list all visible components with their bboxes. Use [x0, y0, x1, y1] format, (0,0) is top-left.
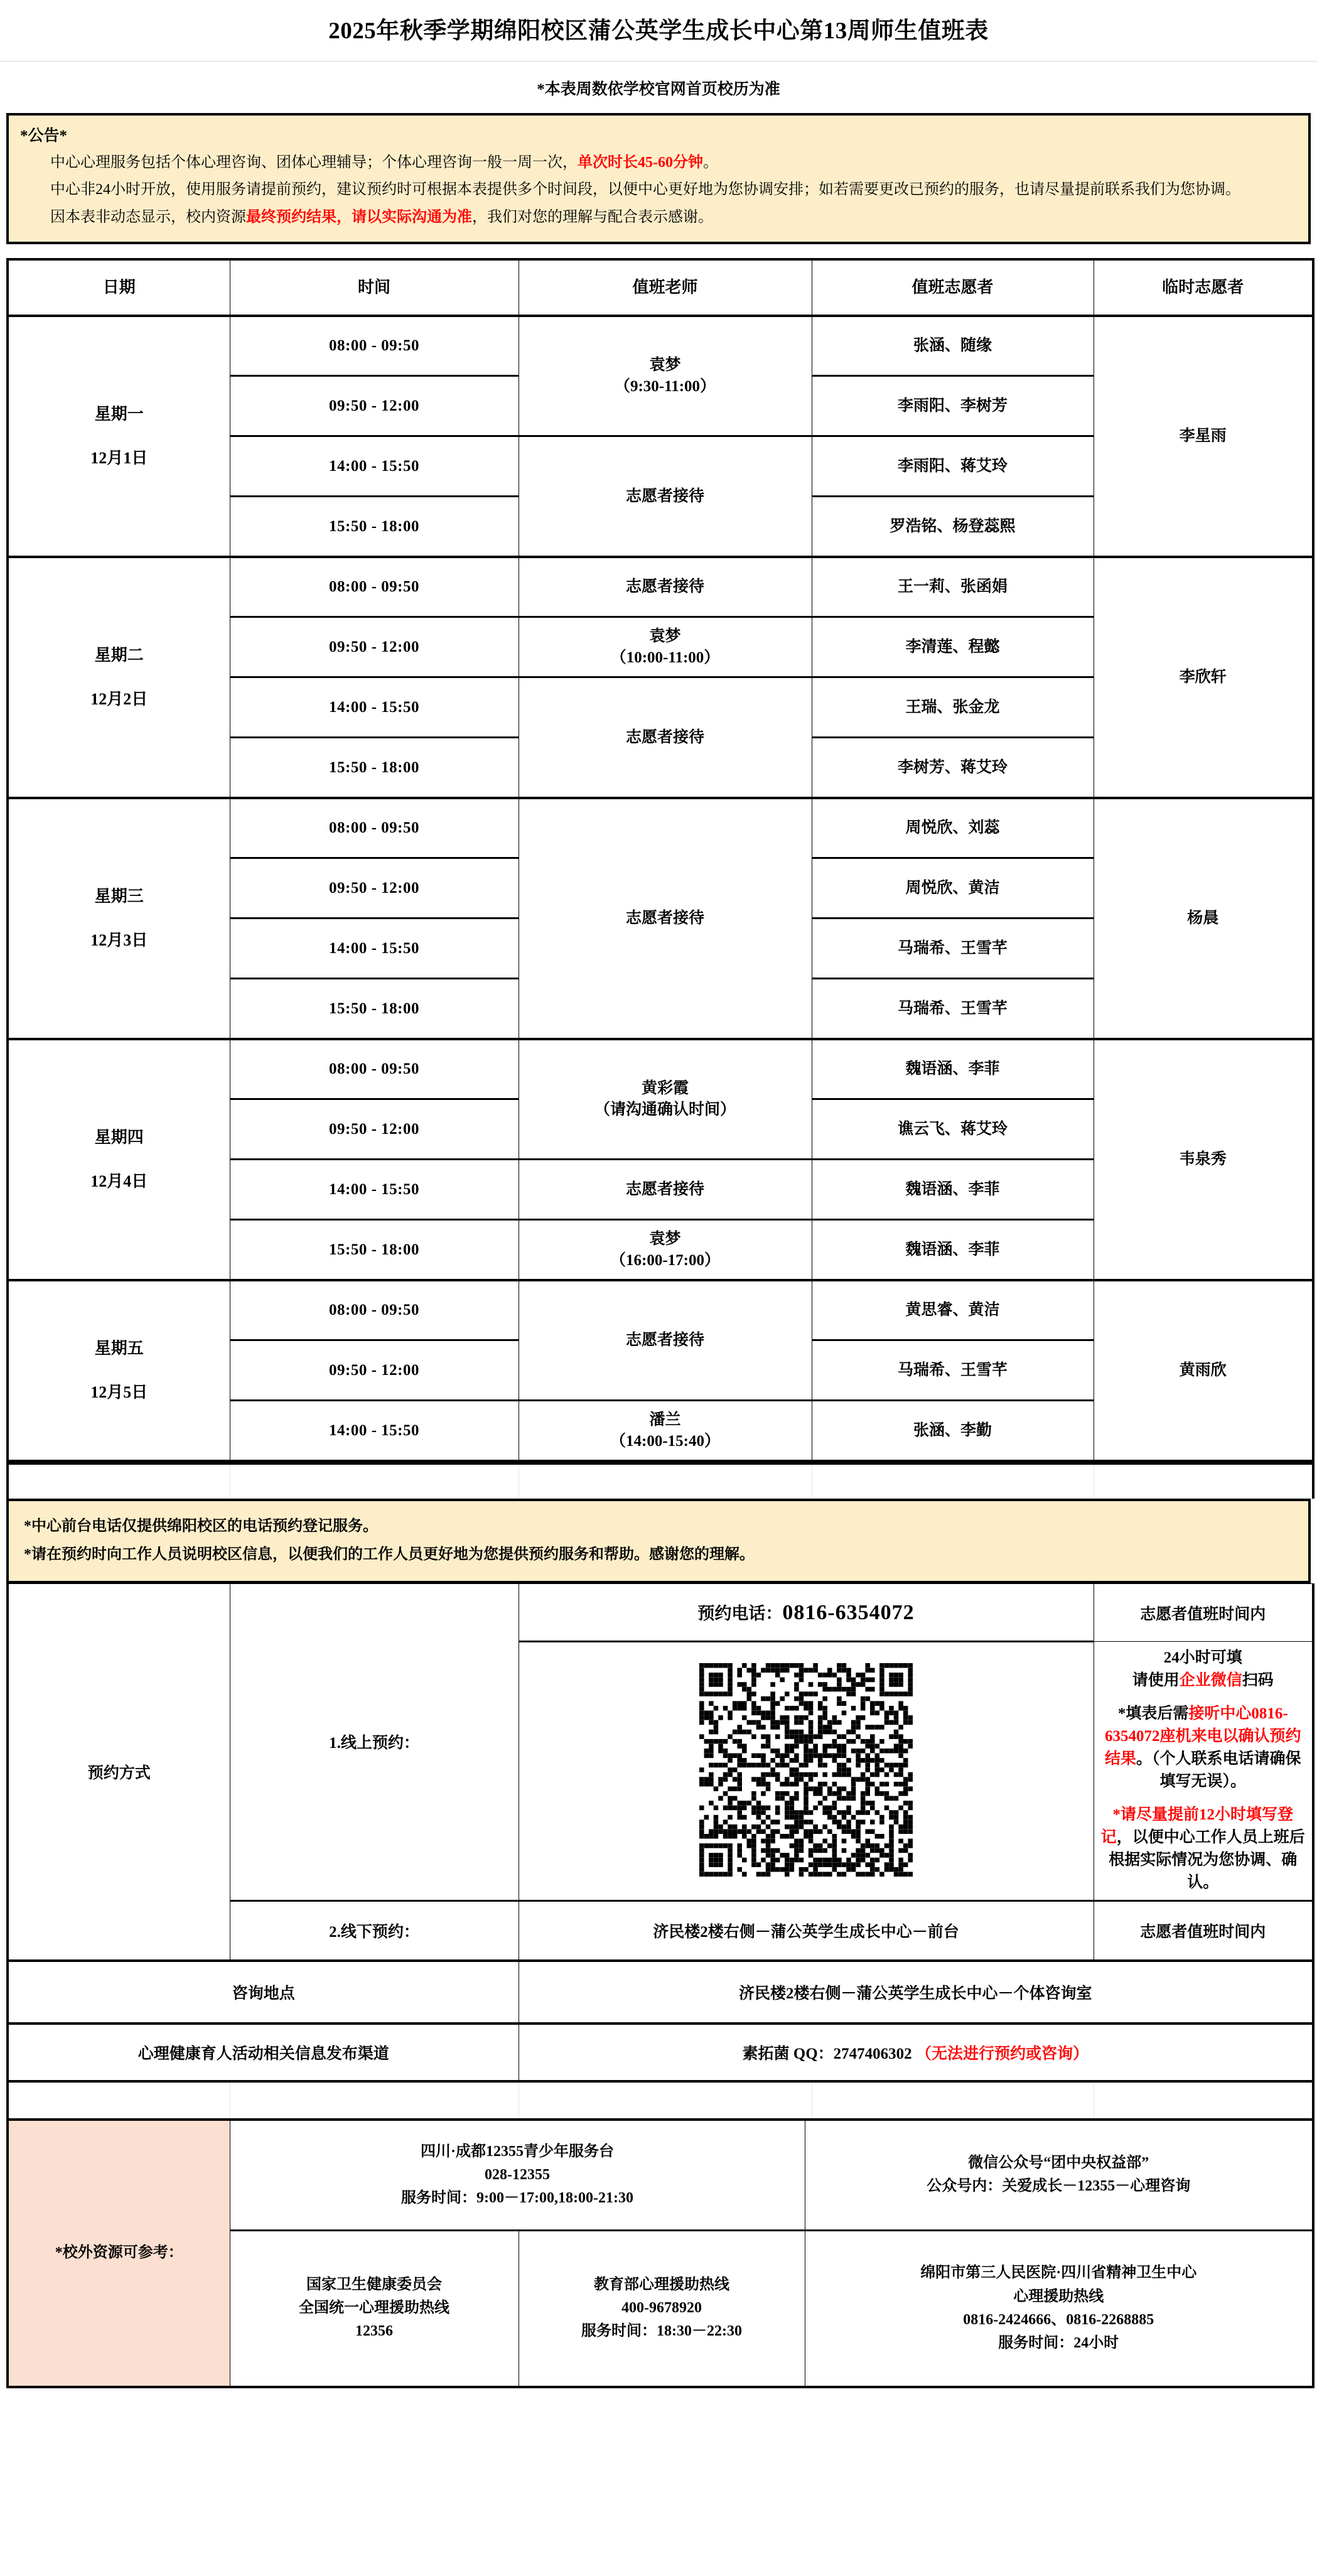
- announce-p3-red: 最终预约结果，请以实际沟通为准: [246, 208, 472, 225]
- schedule-time-cell: 09:50 - 12:00: [230, 376, 519, 436]
- schedule-volunteer-cell: 谯云飞、蒋艾玲: [812, 1099, 1094, 1160]
- announcement-paragraph-3: [20, 202, 1292, 229]
- consult-location-value: 济民楼2楼右侧－蒲公英学生成长中心－个体咨询室: [519, 1961, 1313, 2024]
- col-header-teacher: 值班老师: [519, 259, 812, 316]
- schedule-volunteer-cell: 周悦欣、黄洁: [812, 858, 1094, 919]
- teacher-time-note: （14:00-15:40）: [610, 1432, 720, 1450]
- qr-scan-note: [1100, 1669, 1306, 1692]
- qr-note1-b: 。（个人联系电话请确保填写无误）。: [1136, 1750, 1301, 1791]
- col-header-time: 时间: [230, 259, 519, 316]
- front-desk-notice-box: [6, 1499, 1311, 1583]
- schedule-volunteer-cell: 李雨阳、李树芳: [812, 376, 1094, 436]
- external-item-wechat: [805, 2120, 1313, 2230]
- schedule-time-cell: 14:00 - 15:50: [230, 1401, 519, 1461]
- schedule-time-cell: 15:50 - 18:00: [230, 738, 519, 798]
- page-subtitle: *本表周数依学校官网首页校历为准: [537, 80, 780, 98]
- schedule-row: [8, 316, 1313, 376]
- qr-note1-a: *填表后需: [1117, 1705, 1189, 1722]
- schedule-date: 12月2日: [90, 690, 148, 709]
- schedule-volunteer-cell: 马瑞希、王雪芊: [812, 919, 1094, 979]
- teacher-time-note: （10:00-11:00）: [610, 649, 720, 666]
- schedule-row: [8, 1280, 1313, 1340]
- announce-p1-red: 单次时长45-60分钟: [578, 154, 703, 171]
- qr-code-image[interactable]: [699, 1663, 913, 1877]
- ext-0-line1: 四川·成都12355青少年服务台: [420, 2143, 614, 2160]
- schedule-table: [6, 258, 1314, 1462]
- announce-p3-a: 因本表非动态显示，校内资源: [50, 208, 246, 225]
- ext-2-line3: 12356: [355, 2323, 393, 2340]
- schedule-volunteer-cell: 周悦欣、刘蕊: [812, 798, 1094, 858]
- schedule-date-cell: [8, 798, 230, 1039]
- page-title: 2025年秋季学期绵阳校区蒲公英学生成长中心第13周师生值班表: [328, 18, 989, 44]
- schedule-volunteer-cell: 张涵、随缘: [812, 316, 1094, 376]
- schedule-time-cell: 15:50 - 18:00: [230, 979, 519, 1039]
- teacher-name: 潘兰: [649, 1411, 681, 1428]
- teacher-name: 黄彩霞: [641, 1080, 689, 1097]
- schedule-row: [8, 557, 1313, 617]
- notice-line-2: *请在预约时向工作人员说明校区信息，以便我们的工作人员更好地为您提供预约服务和帮助。感谢您的理解。: [24, 1546, 755, 1563]
- phone-number: 0816-6354072: [782, 1601, 915, 1625]
- spacer-cell: [812, 1463, 1094, 1499]
- schedule-header-row: [8, 259, 1313, 316]
- external-item-hospital: [805, 2230, 1313, 2387]
- channel-value-cell: [519, 2024, 1313, 2081]
- offline-booking-label: 2.线下预约：: [230, 1900, 519, 1961]
- notice-line-1: *中心前台电话仅提供绵阳校区的电话预约登记服务。: [24, 1518, 378, 1535]
- teacher-name: 志愿者接待: [625, 1180, 704, 1198]
- ext-3-line2: 400-9678920: [621, 2300, 702, 2317]
- schedule-teacher-cell: [519, 1220, 812, 1280]
- schedule-time-cell: 15:50 - 18:00: [230, 497, 519, 557]
- announce-p3-b: ，我们对您的理解与配合表示感谢。: [472, 208, 713, 225]
- qr-note2-red: *请尽量提前12小时填写登记: [1100, 1806, 1293, 1846]
- schedule-teacher-cell: [519, 557, 812, 617]
- title-section: [0, 0, 1317, 62]
- external-item-moe: [519, 2230, 805, 2387]
- spacer-cell: [230, 1463, 519, 1499]
- schedule-teacher-cell: [519, 1160, 812, 1220]
- ext-4-line2: 心理援助热线: [1013, 2288, 1104, 2305]
- schedule-date-cell: [8, 316, 230, 557]
- channel-row: [8, 2024, 1313, 2081]
- schedule-spacer: [6, 1462, 1314, 1499]
- consult-location-row: [8, 1961, 1313, 2024]
- external-resources-label: *校外资源可参考：: [8, 2120, 230, 2387]
- schedule-weekday: 星期一: [94, 405, 144, 424]
- col-header-temp-volunteer: 临时志愿者: [1094, 259, 1313, 316]
- qr-callback-note: [1100, 1703, 1306, 1794]
- schedule-time-cell: 08:00 - 09:50: [230, 1280, 519, 1340]
- schedule-time-cell: 08:00 - 09:50: [230, 798, 519, 858]
- schedule-teacher-cell: [519, 798, 812, 1039]
- qr-scan-b: 扫码: [1242, 1672, 1274, 1689]
- teacher-name: 志愿者接待: [625, 578, 704, 596]
- schedule-teacher-cell: [519, 1039, 812, 1160]
- teacher-time-note: （9:30-11:00）: [614, 378, 716, 395]
- qr-code-wrapper: [525, 1657, 1087, 1885]
- announcement-paragraph-1: [20, 148, 1292, 175]
- ext-2-line1: 国家卫生健康委员会: [306, 2277, 442, 2293]
- schedule-time-cell: 14:00 - 15:50: [230, 436, 519, 497]
- schedule-volunteer-cell: 李清莲、程懿: [812, 617, 1094, 677]
- spacer-cell: [519, 1463, 812, 1499]
- schedule-date: 12月4日: [90, 1172, 148, 1191]
- external-item-nhc: [230, 2230, 519, 2387]
- schedule-time-cell: 09:50 - 12:00: [230, 858, 519, 919]
- schedule-volunteer-cell: 黄思睿、黄洁: [812, 1280, 1094, 1340]
- announce-p1-a: 中心心理服务包括个体心理咨询、团体心理辅导；个体心理咨询一般一周一次，: [50, 154, 578, 171]
- external-resources-table: [6, 2118, 1314, 2388]
- schedule-row: [8, 1039, 1313, 1099]
- schedule-time-cell: 15:50 - 18:00: [230, 1220, 519, 1280]
- schedule-teacher-cell: [519, 617, 812, 677]
- teacher-name: 志愿者接待: [625, 909, 704, 927]
- schedule-volunteer-cell: 罗浩铭、杨登蕊熙: [812, 497, 1094, 557]
- ext-2-line2: 全国统一心理援助热线: [299, 2300, 449, 2317]
- phone-prefix-label: 预约电话：: [697, 1604, 783, 1624]
- announcement-box: [6, 113, 1311, 244]
- teacher-time-note: （16:00-17:00）: [610, 1251, 720, 1269]
- phone-hours: 志愿者值班时间内: [1094, 1584, 1313, 1642]
- offline-hours: 志愿者值班时间内: [1094, 1900, 1313, 1961]
- booking-table: [6, 1583, 1314, 2083]
- schedule-time-cell: 14:00 - 15:50: [230, 919, 519, 979]
- ext-0-line2: 028-12355: [485, 2166, 550, 2183]
- subtitle-section: [0, 62, 1317, 113]
- qr-advance-note: [1100, 1804, 1306, 1895]
- schedule-volunteer-cell: 张涵、李勤: [812, 1401, 1094, 1461]
- channel-label: 心理健康育人活动相关信息发布渠道: [8, 2024, 519, 2081]
- qr-instructions-cell: [1094, 1642, 1313, 1901]
- booking-method-label: 预约方式: [8, 1584, 230, 1961]
- col-header-date: 日期: [8, 259, 230, 316]
- spacer-cell: [1094, 1463, 1313, 1499]
- bottom-spacer: [6, 2083, 1314, 2118]
- schedule-teacher-cell: [519, 316, 812, 436]
- spacer-cell: [8, 1463, 230, 1499]
- channel-qq: 素拓菌 QQ：2747406302: [742, 2045, 912, 2063]
- schedule-volunteer-cell: 马瑞希、王雪芊: [812, 979, 1094, 1039]
- schedule-volunteer-cell: 魏语涵、李菲: [812, 1039, 1094, 1099]
- schedule-temp-volunteer-cell: 李星雨: [1094, 316, 1313, 557]
- qr-scan-a: 请使用: [1132, 1672, 1180, 1689]
- announcement-heading: *公告*: [20, 127, 68, 144]
- teacher-name: 袁梦: [649, 628, 681, 645]
- external-item-12355: [230, 2120, 805, 2230]
- schedule-temp-volunteer-cell: 李欣轩: [1094, 557, 1313, 798]
- ext-4-line1: 绵阳市第三人民医院·四川省精神卫生中心: [920, 2265, 1197, 2282]
- schedule-weekday: 星期四: [94, 1128, 144, 1147]
- schedule-volunteer-cell: 李雨阳、蒋艾玲: [812, 436, 1094, 497]
- schedule-time-cell: 14:00 - 15:50: [230, 1160, 519, 1220]
- ext-3-line1: 教育部心理援助热线: [594, 2277, 729, 2293]
- qr-note1-red: 接听中心0816-6354072座机来电以确认预约结果: [1104, 1705, 1301, 1768]
- col-header-volunteer: 值班志愿者: [812, 259, 1094, 316]
- schedule-temp-volunteer-cell: 韦泉秀: [1094, 1039, 1313, 1280]
- ext-1-line2: 公众号内：关爱成长－12355－心理咨询: [927, 2178, 1191, 2195]
- qr-scan-app: 企业微信: [1179, 1672, 1242, 1689]
- teacher-name: 志愿者接待: [625, 1332, 704, 1349]
- schedule-date: 12月5日: [90, 1383, 148, 1402]
- booking-phone-cell: [519, 1584, 1094, 1642]
- offline-location: 济民楼2楼右侧－蒲公英学生成长中心－前台: [519, 1900, 1094, 1961]
- schedule-time-cell: 08:00 - 09:50: [230, 557, 519, 617]
- announcement-paragraph-2: 中心非24小时开放，使用服务请提前预约，建议预约时可根据本表提供多个时间段，以便中心更好地为您协调安排；如若需要更改已预约的服务，也请尽量提前联系我们为您协调。: [50, 181, 1240, 198]
- announce-p1-b: 。: [703, 154, 718, 171]
- ext-1-line1: 微信公众号“团中央权益部”: [968, 2155, 1149, 2172]
- schedule-teacher-cell: [519, 436, 812, 557]
- schedule-temp-volunteer-cell: 黄雨欣: [1094, 1280, 1313, 1461]
- schedule-date-cell: [8, 1039, 230, 1280]
- schedule-weekday: 星期五: [94, 1339, 144, 1358]
- schedule-row: [8, 798, 1313, 858]
- schedule-teacher-cell: [519, 677, 812, 798]
- teacher-name: 志愿者接待: [625, 728, 704, 746]
- teacher-name: 袁梦: [649, 357, 681, 374]
- channel-note: （无法进行预约或咨询）: [915, 2045, 1089, 2063]
- schedule-date-cell: [8, 557, 230, 798]
- teacher-name: 袁梦: [649, 1230, 681, 1248]
- teacher-time-note: （请沟通确认时间）: [594, 1101, 736, 1118]
- ext-0-line3: 服务时间：9:00－17:00,18:00-21:30: [401, 2189, 633, 2206]
- schedule-volunteer-cell: 王瑞、张金龙: [812, 677, 1094, 738]
- schedule-time-cell: 09:50 - 12:00: [230, 617, 519, 677]
- schedule-date: 12月1日: [90, 449, 148, 468]
- spacer-cell: [1094, 2083, 1313, 2118]
- schedule-weekday: 星期二: [94, 646, 144, 665]
- schedule-weekday: 星期三: [94, 887, 144, 906]
- qr-note2-b: ，以便中心工作人员上班后根据实际情况为您协调、确认。: [1109, 1828, 1305, 1892]
- schedule-time-cell: 08:00 - 09:50: [230, 316, 519, 376]
- schedule-time-cell: 09:50 - 12:00: [230, 1340, 519, 1401]
- schedule-volunteer-cell: 魏语涵、李菲: [812, 1220, 1094, 1280]
- ext-4-line4: 服务时间：24小时: [998, 2334, 1119, 2351]
- schedule-volunteer-cell: 魏语涵、李菲: [812, 1160, 1094, 1220]
- spacer-cell: [519, 2083, 812, 2118]
- ext-3-line3: 服务时间：18:30－22:30: [581, 2323, 742, 2340]
- spacer-cell: [8, 2083, 230, 2118]
- schedule-time-cell: 08:00 - 09:50: [230, 1039, 519, 1099]
- teacher-name: 志愿者接待: [625, 487, 704, 505]
- online-booking-label: 1.线上预约：: [230, 1584, 519, 1901]
- external-row-1: [8, 2120, 1313, 2230]
- schedule-volunteer-cell: 王一莉、张函娟: [812, 557, 1094, 617]
- consult-location-label: 咨询地点: [8, 1961, 519, 2024]
- ext-4-line3: 0816-2424666、0816-2268885: [963, 2311, 1154, 2328]
- schedule-volunteer-cell: 马瑞希、王雪芊: [812, 1340, 1094, 1401]
- schedule-time-cell: 09:50 - 12:00: [230, 1099, 519, 1160]
- spacer-cell: [230, 2083, 519, 2118]
- qr-hours-note: 24小时可填: [1163, 1649, 1242, 1667]
- schedule-date: 12月3日: [90, 931, 148, 950]
- qr-code-cell: [519, 1642, 1094, 1901]
- schedule-volunteer-cell: 李树芳、蒋艾玲: [812, 738, 1094, 798]
- schedule-temp-volunteer-cell: 杨晨: [1094, 798, 1313, 1039]
- schedule-date-cell: [8, 1280, 230, 1461]
- schedule-teacher-cell: [519, 1401, 812, 1461]
- schedule-teacher-cell: [519, 1280, 812, 1401]
- booking-phone-row: [8, 1584, 1313, 1642]
- spacer-cell: [812, 2083, 1094, 2118]
- schedule-time-cell: 14:00 - 15:50: [230, 677, 519, 738]
